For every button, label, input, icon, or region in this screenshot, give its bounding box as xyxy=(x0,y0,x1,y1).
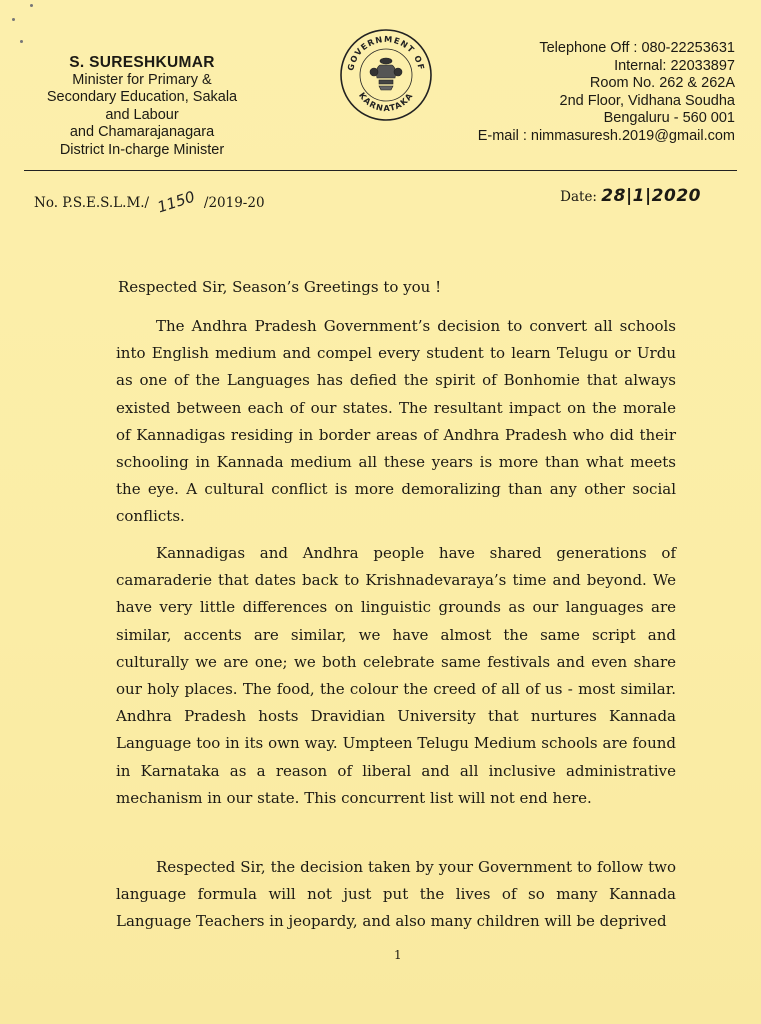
contact-line: Room No. 262 & 262A xyxy=(589,75,735,92)
minister-name: S. SURESHKUMAR xyxy=(69,54,215,71)
minister-title-line: and Chamarajanagara xyxy=(69,124,215,141)
contact-details xyxy=(435,40,735,146)
handwritten-date: 28|1|2020 xyxy=(601,186,701,206)
email-line: E-mail : nimmasuresh.2019@gmail.com xyxy=(477,127,735,144)
reference-prefix: No. P.S.E.S.L.M./ xyxy=(34,195,150,211)
minister-details xyxy=(24,54,260,160)
page-number: 1 xyxy=(394,948,402,962)
minister-title-line: Secondary Education, Sakala xyxy=(46,89,238,106)
reference-suffix: /2019-20 xyxy=(203,195,265,211)
svg-text:KARNATAKA xyxy=(357,90,415,113)
paragraph-2 xyxy=(116,540,676,812)
letter-date xyxy=(560,186,701,206)
paragraph-text: Kannadigas and Andhra people have shared generations of camaraderie that dates back to Krishnadevaraya’s time and beyond. We have very little differences on linguistic grounds as our languages are similar, accents are similar, we have almost the same script and culturally we are one; we both celebrate same festivals and even share our holy places. The food, the colour the creed of all of us - most similar. Andhra Pradesh hosts Dravidian University that nurtures Kannada Language too in its own way. Umpteen Telugu Medium schools are found in Karnataka as a reason of liberal and all inclusive administrative mechanism in our state. This concurrent list will not end here. xyxy=(116,544,676,807)
seal-top-text: GOVERNMENT OF xyxy=(345,33,427,72)
paragraph-1 xyxy=(116,313,676,531)
minister-title-line: Minister for Primary & xyxy=(72,71,212,88)
paragraph-text: Respected Sir, the decision taken by your Government to follow two language formula will not just put the lives of so many Kannada Language Teachers in jeopardy, and also many children will be deprived xyxy=(116,858,676,931)
salutation: Respected Sir, Season’s Greetings to you ! xyxy=(118,278,442,296)
paragraph-3 xyxy=(116,854,676,936)
contact-line: Telephone Off : 080-22253631 xyxy=(539,40,735,56)
reference-number xyxy=(34,187,265,217)
header-divider xyxy=(24,170,737,171)
paragraph-text: The Andhra Pradesh Government’s decision to convert all schools into English medium and compel every student to learn Telugu or Urdu as one of the Languages has defied the spirit of Bonhomie that always existed between each of our states. The resultant impact on the morale of Kannadigas residing in border areas of Andhra Pradesh who did their schooling in Kannada medium all these years is more than what meets the eye. A cultural conflict is more demoralizing than any other social conflicts. xyxy=(116,317,676,526)
contact-line: Internal: 22033897 xyxy=(614,57,735,74)
contact-line: 2nd Floor, Vidhana Soudha xyxy=(559,92,735,109)
government-seal xyxy=(339,28,433,122)
date-label: Date: xyxy=(560,189,597,205)
minister-title-line: District In-charge Minister xyxy=(59,141,225,158)
seal-bottom-text: KARNATAKA xyxy=(356,90,416,114)
contact-line: Bengaluru - 560 001 xyxy=(603,110,735,127)
minister-title-line: and Labour xyxy=(105,106,179,123)
state-emblem-icon xyxy=(370,58,402,90)
handwritten-ref-number: 1150 xyxy=(155,187,198,217)
